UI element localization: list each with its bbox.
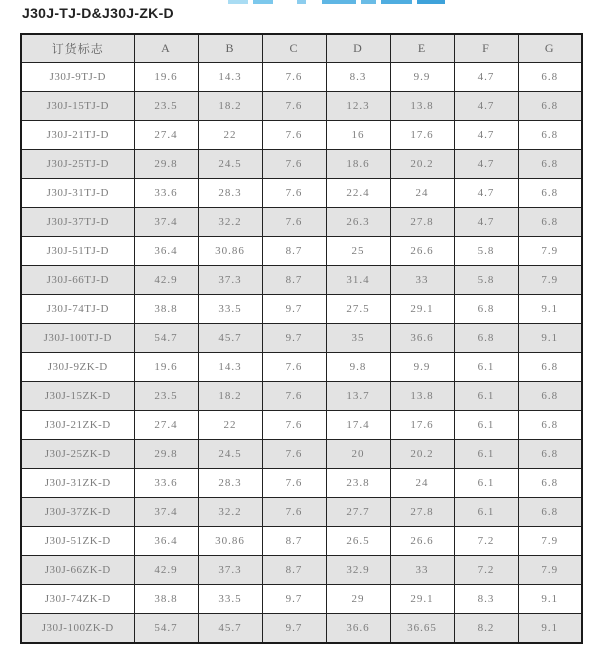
table-cell: 13.7 [326,382,390,411]
table-cell: 9.1 [518,585,582,614]
table-cell: 5.8 [454,266,518,295]
spec-table [20,33,583,644]
table-cell: 37.4 [134,208,198,237]
table-row [21,498,582,527]
table-cell: 33.6 [134,179,198,208]
table-cell: 22 [198,121,262,150]
table-cell: 6.8 [518,353,582,382]
table-header-row [21,34,582,63]
row-label: J30J-37TJ-D [21,208,134,237]
row-label: J30J-51TJ-D [21,237,134,266]
row-label: J30J-9TJ-D [21,63,134,92]
table-cell: 29.8 [134,150,198,179]
table-cell: 8.7 [262,266,326,295]
table-cell: 20 [326,440,390,469]
clipped-banner-fragment [228,0,450,5]
table-cell: 9.9 [390,353,454,382]
column-header-C: C [262,34,326,63]
table-cell: 27.8 [390,498,454,527]
table-cell: 12.3 [326,92,390,121]
table-cell: 32.2 [198,208,262,237]
row-label: J30J-21ZK-D [21,411,134,440]
table-cell: 25 [326,237,390,266]
row-label: J30J-37ZK-D [21,498,134,527]
table-cell: 37.4 [134,498,198,527]
row-label: J30J-51ZK-D [21,527,134,556]
row-label: J30J-100TJ-D [21,324,134,353]
table-row [21,208,582,237]
table-cell: 9.7 [262,614,326,644]
table-cell: 6.8 [518,179,582,208]
table-cell: 19.6 [134,63,198,92]
table-cell: 6.1 [454,382,518,411]
table-cell: 19.6 [134,353,198,382]
table-cell: 42.9 [134,556,198,585]
table-row [21,556,582,585]
table-cell: 7.2 [454,527,518,556]
table-row [21,266,582,295]
table-cell: 8.2 [454,614,518,644]
table-cell: 4.7 [454,150,518,179]
table-cell: 6.8 [518,92,582,121]
table-cell: 9.1 [518,295,582,324]
table-cell: 9.1 [518,614,582,644]
table-cell: 18.6 [326,150,390,179]
row-label: J30J-31TJ-D [21,179,134,208]
table-cell: 14.3 [198,353,262,382]
table-row [21,92,582,121]
table-cell: 7.6 [262,92,326,121]
table-cell: 7.6 [262,179,326,208]
table-row [21,585,582,614]
table-cell: 8.7 [262,237,326,266]
row-label: J30J-21TJ-D [21,121,134,150]
table-cell: 6.8 [518,208,582,237]
table-cell: 6.8 [518,440,582,469]
table-cell: 33.5 [198,295,262,324]
table-cell: 9.7 [262,295,326,324]
page-title: J30J-TJ-D&J30J-ZK-D [22,5,174,21]
table-cell: 17.4 [326,411,390,440]
table-cell: 7.6 [262,353,326,382]
table-row [21,614,582,644]
table-cell: 9.9 [390,63,454,92]
table-cell: 24 [390,469,454,498]
table-row [21,411,582,440]
table-cell: 8.3 [326,63,390,92]
table-cell: 4.7 [454,208,518,237]
table-row [21,121,582,150]
column-header-F: F [454,34,518,63]
row-label: J30J-74ZK-D [21,585,134,614]
table-cell: 26.5 [326,527,390,556]
table-cell: 7.6 [262,411,326,440]
table-cell: 24.5 [198,440,262,469]
table-cell: 29 [326,585,390,614]
table-cell: 36.6 [390,324,454,353]
row-label: J30J-15TJ-D [21,92,134,121]
table-cell: 7.6 [262,121,326,150]
table-cell: 23.5 [134,92,198,121]
table-cell: 7.9 [518,527,582,556]
table-cell: 20.2 [390,440,454,469]
table-cell: 33 [390,266,454,295]
table-cell: 14.3 [198,63,262,92]
table-cell: 38.8 [134,585,198,614]
table-cell: 33.5 [198,585,262,614]
table-cell: 27.8 [390,208,454,237]
table-row [21,382,582,411]
table-row [21,295,582,324]
table-cell: 6.8 [454,295,518,324]
table-cell: 36.6 [326,614,390,644]
table-cell: 23.8 [326,469,390,498]
table-cell: 31.4 [326,266,390,295]
row-label: J30J-74TJ-D [21,295,134,324]
table-cell: 5.8 [454,237,518,266]
row-label: J30J-100ZK-D [21,614,134,644]
table-row [21,353,582,382]
table-cell: 6.8 [518,63,582,92]
table-cell: 28.3 [198,179,262,208]
column-header-label: 订货标志 [21,34,134,63]
table-cell: 27.7 [326,498,390,527]
table-cell: 29.1 [390,585,454,614]
row-label: J30J-25ZK-D [21,440,134,469]
table-cell: 26.6 [390,527,454,556]
table-cell: 7.9 [518,556,582,585]
column-header-G: G [518,34,582,63]
table-cell: 18.2 [198,92,262,121]
table-cell: 9.1 [518,324,582,353]
table-cell: 32.9 [326,556,390,585]
table-cell: 27.5 [326,295,390,324]
table-cell: 4.7 [454,179,518,208]
table-row [21,324,582,353]
table-cell: 4.7 [454,63,518,92]
table-cell: 16 [326,121,390,150]
table-cell: 20.2 [390,150,454,179]
table-cell: 33 [390,556,454,585]
table-cell: 27.4 [134,121,198,150]
table-cell: 22.4 [326,179,390,208]
table-cell: 42.9 [134,266,198,295]
table-cell: 7.6 [262,208,326,237]
row-label: J30J-9ZK-D [21,353,134,382]
table-cell: 36.4 [134,237,198,266]
table-cell: 35 [326,324,390,353]
table-cell: 7.6 [262,498,326,527]
table-cell: 38.8 [134,295,198,324]
table-cell: 23.5 [134,382,198,411]
column-header-B: B [198,34,262,63]
table-cell: 54.7 [134,324,198,353]
table-cell: 36.4 [134,527,198,556]
row-label: J30J-31ZK-D [21,469,134,498]
table-cell: 9.7 [262,324,326,353]
table-cell: 7.6 [262,440,326,469]
table-cell: 27.4 [134,411,198,440]
table-body [21,63,582,644]
table-cell: 28.3 [198,469,262,498]
table-cell: 7.6 [262,150,326,179]
table-cell: 13.8 [390,92,454,121]
table-cell: 6.1 [454,440,518,469]
table-cell: 17.6 [390,411,454,440]
table-cell: 6.8 [518,150,582,179]
table-cell: 4.7 [454,121,518,150]
table-cell: 45.7 [198,324,262,353]
column-header-E: E [390,34,454,63]
table-cell: 6.8 [518,382,582,411]
table-cell: 7.6 [262,63,326,92]
table-cell: 30.86 [198,527,262,556]
table-cell: 6.8 [518,121,582,150]
table-cell: 6.1 [454,411,518,440]
table-cell: 18.2 [198,382,262,411]
table-cell: 7.9 [518,266,582,295]
table-cell: 24.5 [198,150,262,179]
table-cell: 6.8 [518,411,582,440]
table-row [21,469,582,498]
table-cell: 6.8 [518,469,582,498]
table-cell: 4.7 [454,92,518,121]
table-cell: 9.7 [262,585,326,614]
table-cell: 26.3 [326,208,390,237]
table-cell: 24 [390,179,454,208]
table-cell: 6.1 [454,469,518,498]
table-cell: 9.8 [326,353,390,382]
table-cell: 7.6 [262,382,326,411]
table-cell: 6.8 [454,324,518,353]
table-cell: 8.7 [262,527,326,556]
column-header-D: D [326,34,390,63]
table-row [21,179,582,208]
table-cell: 54.7 [134,614,198,644]
table-cell: 37.3 [198,266,262,295]
table-cell: 37.3 [198,556,262,585]
table-cell: 6.1 [454,498,518,527]
row-label: J30J-66ZK-D [21,556,134,585]
table-row [21,440,582,469]
table-cell: 17.6 [390,121,454,150]
table-cell: 33.6 [134,469,198,498]
table-cell: 26.6 [390,237,454,266]
table-cell: 22 [198,411,262,440]
table-cell: 45.7 [198,614,262,644]
table-cell: 8.3 [454,585,518,614]
row-label: J30J-15ZK-D [21,382,134,411]
table-row [21,237,582,266]
table-row [21,63,582,92]
table-cell: 32.2 [198,498,262,527]
table-cell: 7.6 [262,469,326,498]
table-cell: 29.8 [134,440,198,469]
table-cell: 7.9 [518,237,582,266]
table-cell: 36.65 [390,614,454,644]
table-cell: 6.1 [454,353,518,382]
table-cell: 6.8 [518,498,582,527]
table-cell: 7.2 [454,556,518,585]
row-label: J30J-66TJ-D [21,266,134,295]
table-row [21,527,582,556]
table-cell: 13.8 [390,382,454,411]
table-row [21,150,582,179]
table-cell: 8.7 [262,556,326,585]
table-cell: 29.1 [390,295,454,324]
table-cell: 30.86 [198,237,262,266]
column-header-A: A [134,34,198,63]
row-label: J30J-25TJ-D [21,150,134,179]
